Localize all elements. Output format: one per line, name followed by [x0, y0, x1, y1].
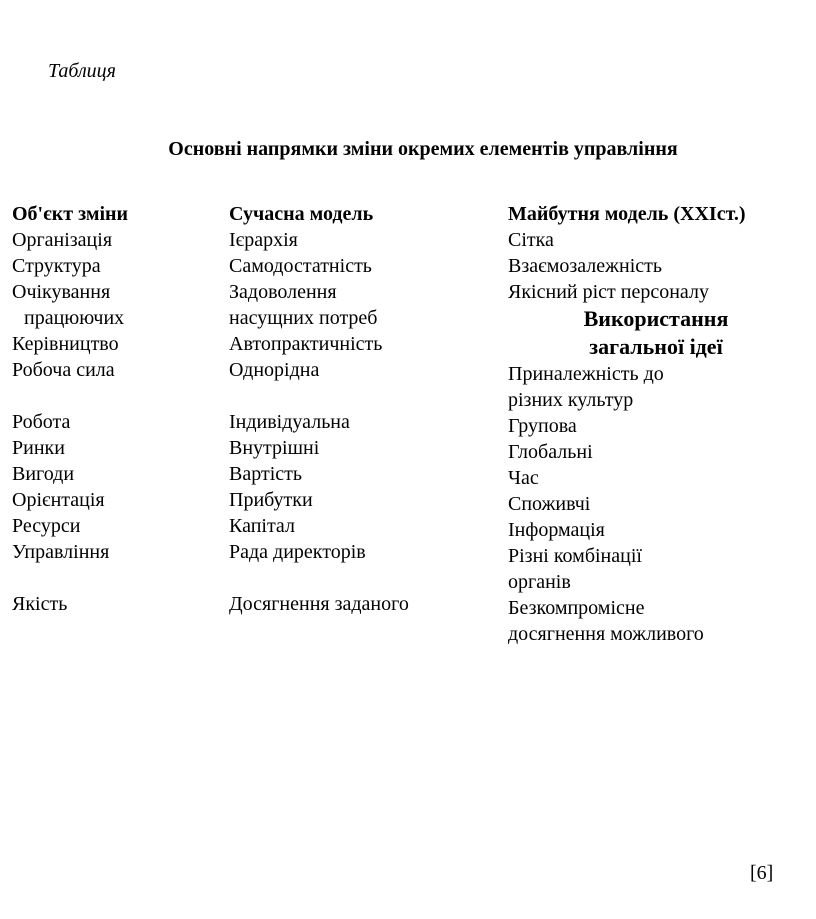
column-header-future: Майбутня модель (ХХІст.)	[508, 203, 746, 225]
future-row: Споживчі	[508, 493, 591, 515]
object-row: Управління	[12, 541, 110, 563]
current-row: Рада директорів	[229, 541, 366, 563]
object-row: Організація	[12, 229, 113, 251]
future-row: органів	[508, 571, 571, 593]
current-row: Індивідуальна	[229, 411, 350, 433]
spacer	[229, 565, 409, 591]
current-row: Досягнення заданого	[229, 593, 409, 615]
object-row: Ринки	[12, 437, 65, 459]
current-row: Автопрактичність	[229, 333, 383, 355]
object-row: Якість	[12, 593, 68, 615]
object-row: Вигоди	[12, 463, 75, 485]
current-row: насущних потреб	[229, 307, 378, 329]
current-row: Однорідна	[229, 359, 320, 381]
spacer	[229, 383, 409, 409]
object-row: Структура	[12, 255, 101, 277]
future-emphasis-line: загальної ідеї	[589, 334, 723, 359]
object-row: Робоча сила	[12, 359, 115, 381]
future-row: Групова	[508, 415, 577, 437]
future-row: Сітка	[508, 229, 554, 251]
current-row: Ієрархія	[229, 229, 298, 251]
current-row: Прибутки	[229, 489, 313, 511]
current-row: Вартість	[229, 463, 302, 485]
column-future	[508, 201, 804, 647]
object-row: Робота	[12, 411, 71, 433]
future-emphasis-line: Використання	[583, 306, 729, 331]
spacer	[12, 565, 128, 591]
column-current	[229, 201, 409, 617]
spacer	[12, 383, 128, 409]
future-row: різних культур	[508, 389, 634, 411]
table-title: Основні напрямки зміни окремих елементів управління	[168, 138, 678, 160]
column-header-current: Сучасна модель	[229, 203, 374, 225]
future-row: Час	[508, 467, 539, 489]
table-caption: Таблиця	[48, 60, 116, 82]
column-header-object: Об'єкт зміни	[12, 203, 129, 225]
current-row: Капітал	[229, 515, 295, 537]
future-row: Приналежність до	[508, 363, 664, 385]
current-row: Задоволення	[229, 281, 337, 303]
future-row: Взаємозалежність	[508, 255, 662, 277]
object-row: Ресурси	[12, 515, 81, 537]
future-row: Якісний ріст персоналу	[508, 281, 709, 303]
object-row: Орієнтація	[12, 489, 105, 511]
column-object	[12, 201, 128, 617]
future-row: Різні комбінації	[508, 545, 642, 567]
current-row: Самодостатність	[229, 255, 372, 277]
object-row: Очікування	[12, 281, 111, 303]
object-row: працюючих	[24, 307, 125, 329]
object-row: Керівництво	[12, 333, 119, 355]
future-row: досягнення можливого	[508, 623, 704, 645]
future-row: Інформація	[508, 519, 605, 541]
current-row: Внутрішні	[229, 437, 320, 459]
reference-number: [6]	[750, 862, 774, 884]
future-row: Безкомпромісне	[508, 597, 645, 619]
future-row: Глобальні	[508, 441, 593, 463]
